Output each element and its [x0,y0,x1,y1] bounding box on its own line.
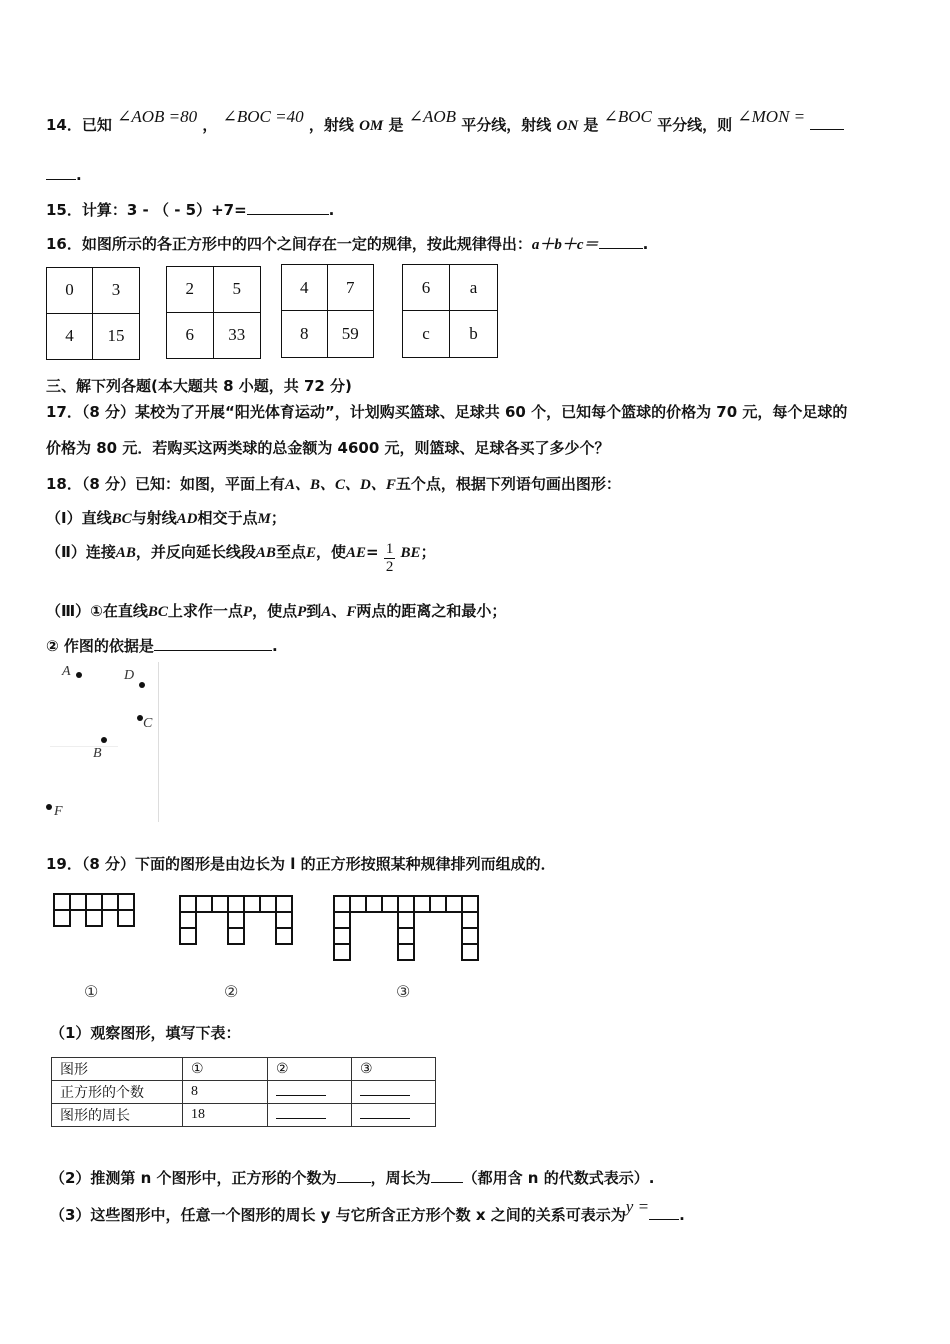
point-b [101,737,107,743]
q18-part-iii: （Ⅲ）①在直线BC上求作一点P，使点P到A、F两点的距离之和最小； [46,602,507,620]
q15: 15．计算：3 - （ - 5）+7= . [46,201,335,219]
q14-line1: 14．已知 ∠AOB =80 ， ∠BOC =40 ，射线 OM 是 ∠AOB 平分线，射线 ON 是 ∠BOC 平分线，则 ∠MON = [46,114,844,135]
figure-faint-line [50,746,118,747]
table-blank-cell[interactable] [268,1104,352,1127]
table-header-row: 图形 ① ② ③ [52,1058,436,1081]
q19-sub2: （2）推测第 n 个图形中，正方形的个数为 ，周长为 （都用含 n 的代数式表示）. [50,1169,655,1187]
figure-1-squares [54,894,134,926]
q16: 16．如图所示的各正方形中的四个之间存在一定的规律，按此规律得出：a＋b＋c＝ . [46,235,649,253]
q14-number: 14．已知 [46,116,112,134]
q18-answer-blank[interactable] [154,636,272,651]
q17-line2: 价格为 80 元．若购买这两类球的总金额为 4600 元，则篮球、足球各买了多少个？ [46,439,610,457]
q17-line1: 17．（8 分）某校为了开展“阳光体育运动”，计划购买篮球、足球共 60 个，已知每个篮球的价格为 70 元，每个足球的 [46,403,848,421]
q16-answer-blank[interactable] [599,234,643,249]
q19-intro: 19．（8 分）下面的图形是由边长为 l 的正方形按照某种规律排列而组成的． [46,855,556,873]
q19-table [51,1057,436,1127]
point-f [46,804,52,810]
q18-points-figure [46,662,159,822]
q19-square-figures [50,890,490,970]
table-blank-cell[interactable] [352,1104,436,1127]
figure-label-2: ② [224,984,239,1001]
table-row: 图形的周长 18 [52,1104,436,1127]
section-3-heading: 三、解下列各题(本大题共 8 小题，共 72 分) [46,377,352,395]
figure-3-squares [334,896,478,960]
q14-answer-blank-part2[interactable] [46,165,76,180]
figure-2-squares [180,896,292,944]
q14-line2: . [46,165,82,184]
label-d: D [124,668,135,683]
q16-square-1: 0 3 4 15 [46,267,140,360]
q19-sub3: （3）这些图形中，任意一个图形的周长 y 与它所含正方形个数 x 之间的关系可表示为y = . [50,1197,685,1224]
q16-square-3: 4 7 8 59 [281,264,374,358]
fraction-one-half: $\frac{1}{2}$ [385,541,394,575]
label-a: A [62,664,71,679]
point-d [139,682,145,688]
figure-label-1: ① [84,984,99,1001]
table-blank-cell[interactable] [268,1081,352,1104]
q19-perimeter-blank[interactable] [431,1168,463,1183]
q19-count-blank[interactable] [337,1168,371,1183]
point-a [76,672,82,678]
table-blank-cell[interactable] [352,1081,436,1104]
q16-square-2: 2 5 6 33 [166,266,261,359]
table-row: 正方形的个数 8 [52,1081,436,1104]
figure-label-3: ③ [396,984,411,1001]
q18-part-i: （Ⅰ）直线BC与射线AD相交于点M； [46,509,286,527]
label-b: B [93,746,102,761]
q19-sub1: （1）观察图形，填写下表： [50,1024,241,1042]
q14-angle-boc: ∠BOC =40 [222,107,304,126]
q14-answer-blank-part1[interactable] [810,115,844,130]
q18-part-iv: ② 作图的依据是 . [46,637,278,655]
q16-square-4: 6 a c b [402,264,498,358]
label-f: F [54,804,63,819]
label-c: C [143,716,153,731]
figure-right-edge [158,662,159,822]
q14-angle-aob: ∠AOB =80 [117,107,198,126]
q18-part-ii: （Ⅱ）连接AB，并反向延长线段AB至点E，使AE= $\frac{1}{2}$ BE； [46,541,436,575]
q15-answer-blank[interactable] [247,200,329,215]
q18-intro: 18．（8 分）已知：如图，平面上有A、B、C、D、F五个点，根据下列语句画出图形： [46,475,621,493]
q19-relation-blank[interactable] [649,1205,679,1220]
